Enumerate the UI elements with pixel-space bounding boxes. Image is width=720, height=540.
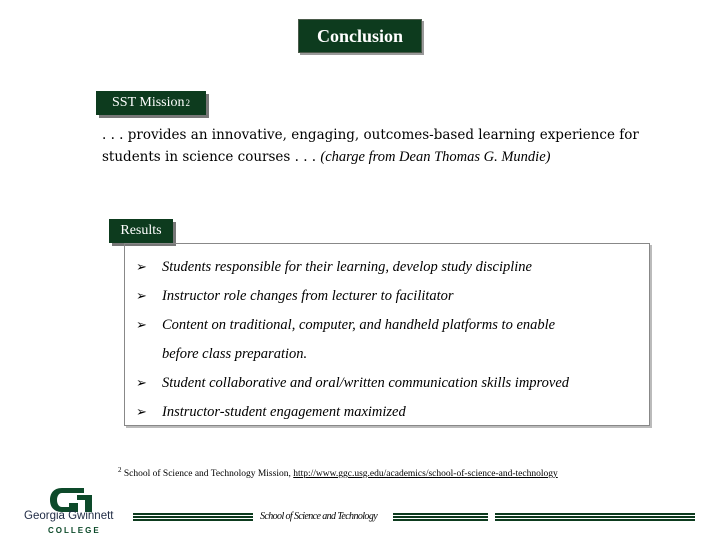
footer-rule-middle <box>393 513 488 522</box>
list-item-text: Content on traditional, computer, and handheld platforms to enable <box>162 317 556 333</box>
footnote-marker: 2 <box>118 466 122 474</box>
footer-rule-left <box>133 513 253 522</box>
logo-college: COLLEGE <box>48 526 101 535</box>
list-item-continuation <box>136 340 646 369</box>
footnote-link[interactable]: http://www.ggc.usg.edu/academics/school-of-science-and-technology <box>293 469 558 480</box>
logo-name: Georgia Gwinnett <box>24 510 114 522</box>
arrow-bullet-icon: ➢ <box>136 318 147 333</box>
arrow-bullet-icon: ➢ <box>136 405 147 420</box>
mission-label-text: SST Mission <box>112 95 185 110</box>
list-item-text: before class preparation. <box>162 346 308 362</box>
footnote-text: School of Science and Technology Mission, <box>123 469 291 480</box>
footnote <box>118 466 558 479</box>
arrow-bullet-icon: ➢ <box>136 376 147 391</box>
list-item <box>136 282 646 311</box>
results-label: Results <box>109 219 173 243</box>
list-item-text: Students responsible for their learning, develop study discipline <box>162 259 532 275</box>
list-item <box>136 398 646 427</box>
mission-footnote-marker: 2 <box>185 98 190 108</box>
results-list <box>136 253 646 427</box>
mission-label <box>96 91 206 115</box>
list-item <box>136 311 646 340</box>
list-item-text: Student collaborative and oral/written communication skills improved <box>162 375 570 391</box>
list-item <box>136 253 646 282</box>
arrow-bullet-icon: ➢ <box>136 260 147 275</box>
list-item-text: Instructor-student engagement maximized <box>162 404 406 420</box>
arrow-bullet-icon: ➢ <box>136 289 147 304</box>
mission-statement <box>102 124 662 168</box>
mission-charge: (charge from Dean Thomas G. Mundie) <box>320 149 551 165</box>
slide-title: Conclusion <box>298 19 422 53</box>
mission-text: . . . provides an innovative, engaging, outcomes-based learning experience for students in science courses . . . <box>102 127 639 165</box>
footer-school-name: School of Science and Technology <box>260 511 378 522</box>
footer-rule-right <box>495 513 695 522</box>
list-item-text: Instructor role changes from lecturer to facilitator <box>162 288 454 304</box>
list-item <box>136 369 646 398</box>
